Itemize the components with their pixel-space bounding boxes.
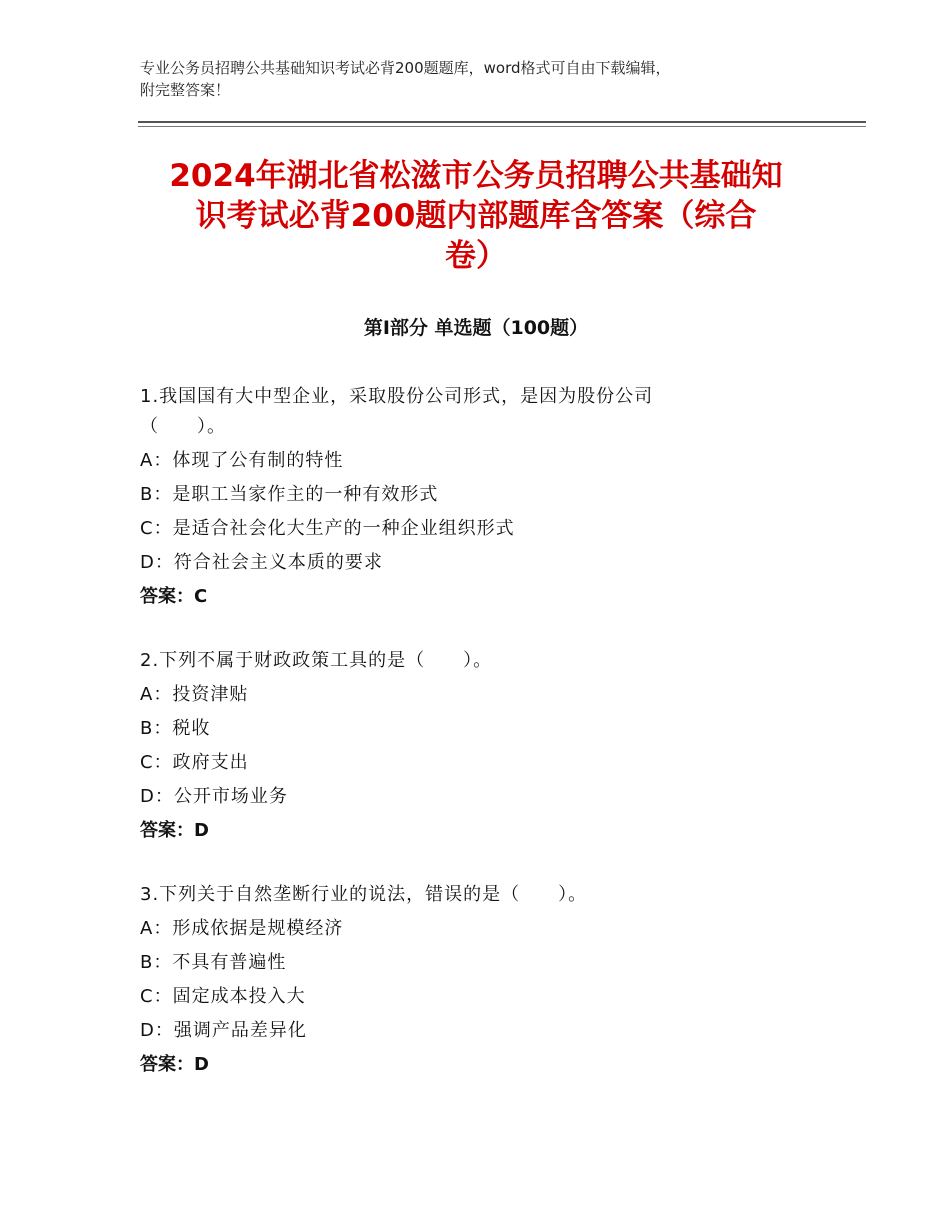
header-divider-thin: [138, 126, 866, 127]
header-divider-thick: [138, 121, 866, 123]
document-title-line3: 卷）: [445, 238, 507, 274]
document-title-line2: 识考试必背200题内部题库含答案（综合: [195, 198, 757, 234]
header-note: [140, 57, 840, 101]
question-3: [140, 880, 830, 1082]
question-list: [140, 382, 830, 1114]
document-title: [140, 156, 812, 276]
question-stem-continued: （ ）。: [140, 416, 226, 437]
question-stem: 1.我国国有大中型企业，采取股份公司形式，是因为股份公司: [140, 386, 654, 407]
document-title-line1: 2024年湖北省松滋市公务员招聘公共基础知: [169, 158, 783, 194]
question-stem: 2.下列不属于财政政策工具的是（ ）。: [140, 650, 493, 671]
option-d: D：符合社会主义本质的要求: [140, 552, 383, 573]
option-a: A：形成依据是规模经济: [140, 918, 344, 939]
header-note-line1: 专业公务员招聘公共基础知识考试必背200题题库，word格式可自由下载编辑，: [140, 59, 671, 77]
answer: 答案：D: [140, 1054, 209, 1075]
option-d: D：强调产品差异化: [140, 1020, 307, 1041]
option-a: A：体现了公有制的特性: [140, 450, 344, 471]
option-c: C：政府支出: [140, 752, 249, 773]
question-stem: 3.下列关于自然垄断行业的说法，错误的是（ ）。: [140, 884, 588, 905]
option-b: B：税收: [140, 718, 211, 739]
section-title: 第Ⅰ部分 单选题（100题）: [363, 317, 589, 339]
question-1: [140, 382, 830, 614]
question-2: [140, 646, 830, 848]
option-c: C：是适合社会化大生产的一种企业组织形式: [140, 518, 515, 539]
option-b: B：不具有普遍性: [140, 952, 287, 973]
option-a: A：投资津贴: [140, 684, 249, 705]
option-c: C：固定成本投入大: [140, 986, 306, 1007]
option-b: B：是职工当家作主的一种有效形式: [140, 484, 439, 505]
header-note-line2: 附完整答案！: [140, 81, 231, 99]
option-d: D：公开市场业务: [140, 786, 288, 807]
answer: 答案：D: [140, 820, 209, 841]
answer: 答案：C: [140, 586, 208, 607]
